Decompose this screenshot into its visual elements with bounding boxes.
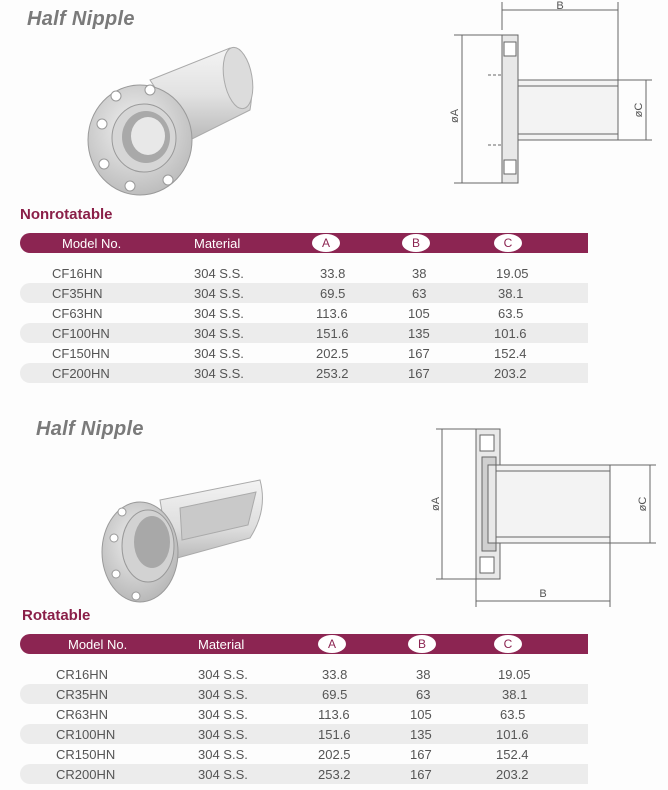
table-row xyxy=(20,744,588,764)
table-row xyxy=(20,303,588,323)
cell-a: 113.6 xyxy=(318,707,350,722)
cell-b: 105 xyxy=(408,306,430,321)
cell-material: 304 S.S. xyxy=(198,767,248,782)
cell-model: CR63HN xyxy=(56,707,109,722)
table-header xyxy=(20,634,588,654)
cell-model: CR35HN xyxy=(56,687,109,702)
cell-material: 304 S.S. xyxy=(198,667,248,682)
technical-drawing-rotatable xyxy=(430,425,668,610)
spec-table-nonrotatable xyxy=(20,233,588,383)
cell-b: 167 xyxy=(408,346,430,361)
spec-table-rotatable xyxy=(20,634,588,784)
cell-c: 101.6 xyxy=(496,727,529,742)
cell-c: 19.05 xyxy=(498,667,531,682)
cell-model: CR200HN xyxy=(56,767,116,782)
cell-a: 69.5 xyxy=(322,687,348,702)
cell-b: 38 xyxy=(416,667,431,682)
cell-model: CR100HN xyxy=(56,727,116,742)
cell-c: 152.4 xyxy=(494,346,527,361)
cell-a: 202.5 xyxy=(318,747,351,762)
cell-model: CR150HN xyxy=(56,747,116,762)
cell-a: 253.2 xyxy=(318,767,351,782)
cell-b: 167 xyxy=(410,747,432,762)
header-a: A xyxy=(318,635,346,653)
cell-material: 304 S.S. xyxy=(198,747,248,762)
dim-label-a: øA xyxy=(430,496,442,512)
table-row xyxy=(20,323,588,343)
cell-c: 152.4 xyxy=(496,747,529,762)
table-row xyxy=(20,704,588,724)
cell-b: 105 xyxy=(410,707,432,722)
product-photo-nonrotatable xyxy=(80,40,270,200)
cell-material: 304 S.S. xyxy=(194,286,244,301)
cell-c: 38.1 xyxy=(498,286,524,301)
cell-b: 167 xyxy=(408,366,430,381)
cell-c: 203.2 xyxy=(494,366,527,381)
cell-b: 63 xyxy=(412,286,427,301)
cell-c: 63.5 xyxy=(498,306,524,321)
section-title: Half Nipple xyxy=(27,8,135,30)
cell-b: 63 xyxy=(416,687,431,702)
subtitle-nonrotatable: Nonrotatable xyxy=(20,206,113,223)
table-row xyxy=(20,724,588,744)
cell-material: 304 S.S. xyxy=(198,687,248,702)
technical-drawing-nonrotatable xyxy=(440,0,668,195)
section-title: Half Nipple xyxy=(36,418,144,440)
table-row xyxy=(20,664,588,684)
dim-label-c: øC xyxy=(637,496,649,512)
cell-material: 304 S.S. xyxy=(198,727,248,742)
cell-a: 69.5 xyxy=(320,286,346,301)
cell-a: 33.8 xyxy=(320,266,346,281)
table-row xyxy=(20,764,588,784)
cell-c: 203.2 xyxy=(496,767,529,782)
cell-model: CF63HN xyxy=(52,306,103,321)
cell-a: 113.6 xyxy=(316,306,348,321)
cell-material: 304 S.S. xyxy=(194,326,244,341)
header-material: Material xyxy=(198,637,245,652)
table-row xyxy=(20,283,588,303)
cell-material: 304 S.S. xyxy=(194,306,244,321)
product-photo-rotatable xyxy=(100,470,280,610)
cell-b: 135 xyxy=(410,727,432,742)
cell-a: 33.8 xyxy=(322,667,348,682)
header-c: C xyxy=(494,234,522,252)
header-b: B xyxy=(408,635,436,653)
header-material: Material xyxy=(194,236,241,251)
cell-model: CF35HN xyxy=(52,286,103,301)
cell-material: 304 S.S. xyxy=(194,266,244,281)
cell-model: CF200HN xyxy=(52,366,110,381)
header-model: Model No. xyxy=(68,637,128,652)
dim-label-b: B xyxy=(539,588,547,600)
cell-material: 304 S.S. xyxy=(194,346,244,361)
subtitle-rotatable: Rotatable xyxy=(22,607,91,624)
cell-c: 38.1 xyxy=(502,687,528,702)
dim-label-b: B xyxy=(556,0,564,12)
table-row xyxy=(20,263,588,283)
cell-model: CF100HN xyxy=(52,326,110,341)
table-row xyxy=(20,343,588,363)
cell-b: 38 xyxy=(412,266,427,281)
cell-a: 151.6 xyxy=(318,727,351,742)
cell-c: 63.5 xyxy=(500,707,526,722)
cell-model: CF16HN xyxy=(52,266,103,281)
cell-a: 253.2 xyxy=(316,366,349,381)
header-model: Model No. xyxy=(62,236,122,251)
cell-model: CR16HN xyxy=(56,667,109,682)
dim-label-a: øA xyxy=(449,108,461,124)
cell-b: 167 xyxy=(410,767,432,782)
cell-a: 202.5 xyxy=(316,346,349,361)
dim-label-c: øC xyxy=(633,102,645,118)
header-b: B xyxy=(402,234,430,252)
cell-c: 101.6 xyxy=(494,326,527,341)
table-row xyxy=(20,363,588,383)
cell-c: 19.05 xyxy=(496,266,529,281)
cell-model: CF150HN xyxy=(52,346,110,361)
header-c: C xyxy=(494,635,522,653)
table-row xyxy=(20,684,588,704)
cell-a: 151.6 xyxy=(316,326,349,341)
cell-b: 135 xyxy=(408,326,430,341)
header-a: A xyxy=(312,234,340,252)
table-header xyxy=(20,233,588,253)
cell-material: 304 S.S. xyxy=(194,366,244,381)
cell-material: 304 S.S. xyxy=(198,707,248,722)
